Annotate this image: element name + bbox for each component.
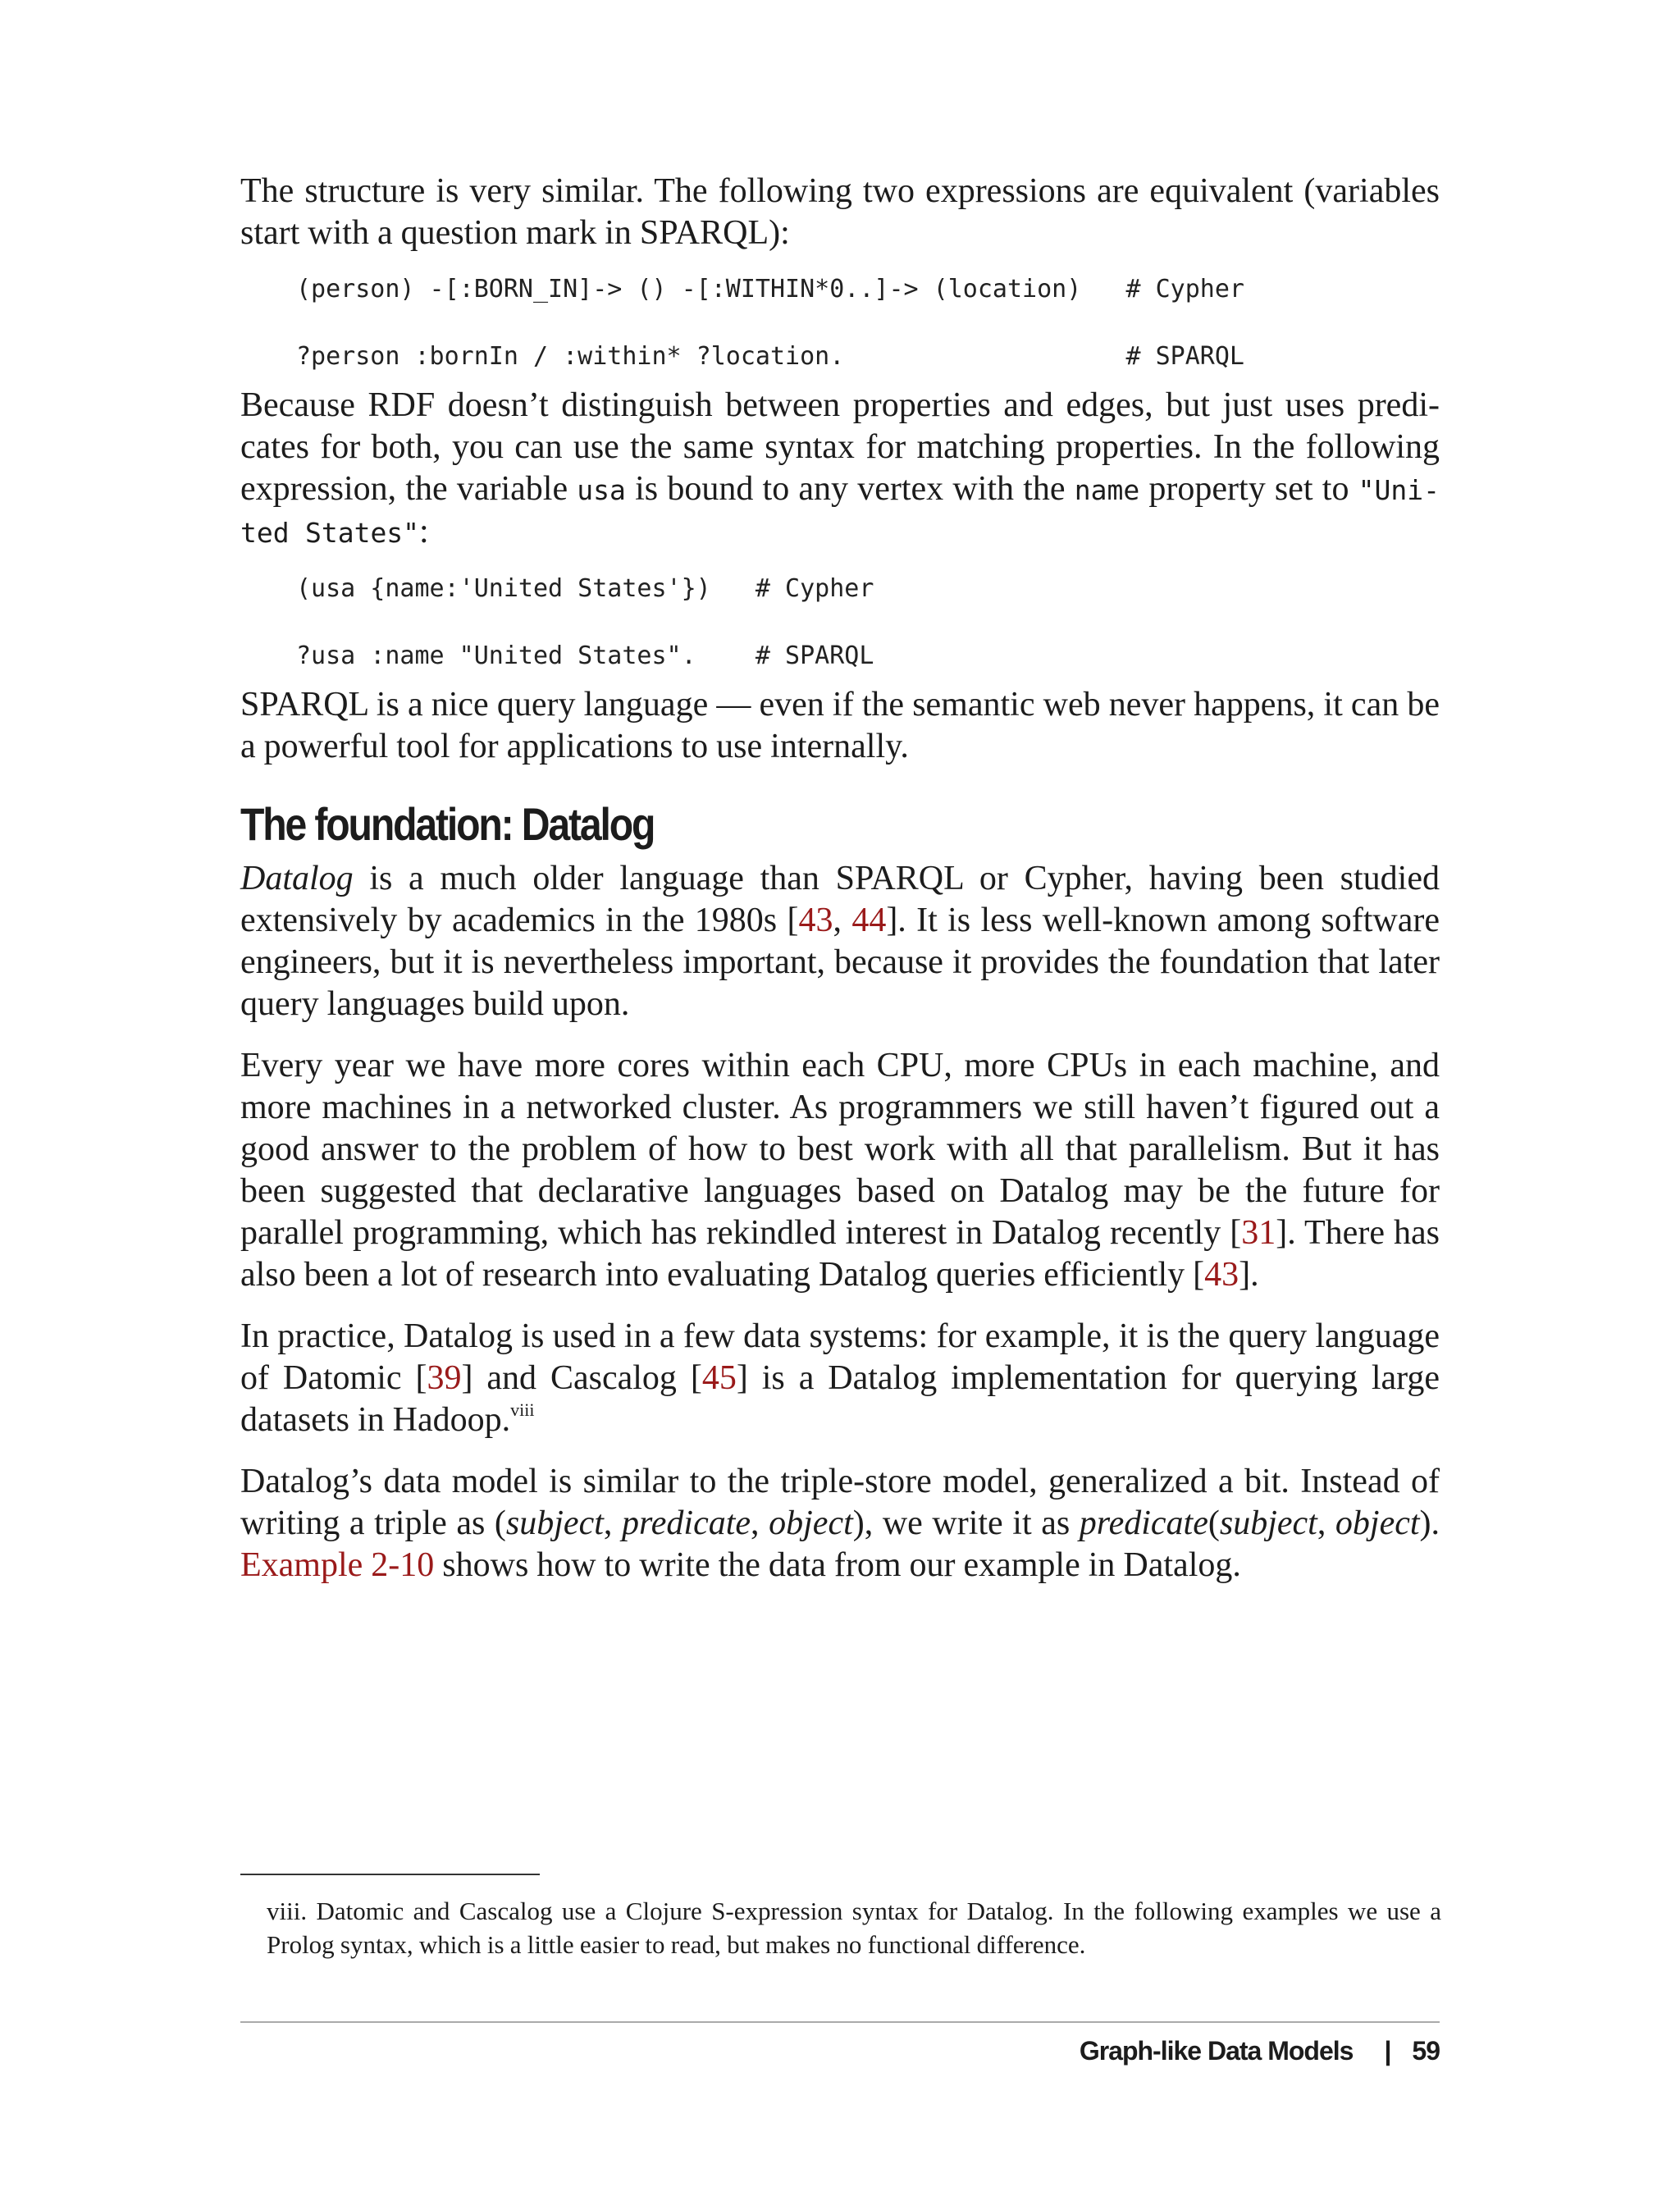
code-line-sparql-usa: ?usa :name "United States". # SPARQL (296, 641, 874, 670)
footer-separator: | (1384, 2036, 1391, 2066)
example-link[interactable]: Example 2-10 (240, 1546, 435, 1584)
paragraph-datalog-intro: Datalog is a much older language than SPARQL or Cypher, having been studied extensively by academics in the 1980s [43, 44]. It is less well-known among software engineers, but it is nevertheless important, because it provides the foundation that later query languages build upon. (240, 860, 1440, 1023)
code-line-cypher-path: (person) -[:BORN_IN]-> () -[:WITHIN*0..]-> (location) # Cypher (296, 275, 1244, 304)
footnote-marker[interactable]: viii (510, 1399, 535, 1420)
inline-code-name: name (1074, 474, 1140, 506)
page-number: 59 (1412, 2036, 1440, 2066)
footnote-text: viii. Datomic and Cascalog use a Clojure S-expression syntax for Datalog. In the following examples we use a Prolog syntax, which is a little easier to read, but makes no functional difference. (267, 1897, 1441, 1959)
code-line-cypher-usa: (usa {name:'United States'}) # Cypher (296, 574, 874, 603)
paragraph-parallelism: Every year we have more cores within each CPU, more CPUs in each machine, and more machines in a networked cluster. As programmers we still haven’t figured out a good answer to the problem of how to best work with all that parallelism. But it has been suggested that declarative languages based on Datalog may be the future for parallel programming, which has rekindled interest in Datalog recently [31]. There has also been a lot of research into evaluating Datalog queries efficiently [43]. (240, 1047, 1440, 1294)
paragraph-sparql-summary: SPARQL is a nice query language — even if the semantic web never happens, it can be a powerful tool for applications to use internally. (240, 686, 1440, 765)
paragraph-rdf-properties: Because RDF doesn’t distinguish between properties and edges, but just uses predicates for both, you can use the same syntax for matching properties. In the following expression, the variable usa is bound to any vertex with the name property set to "United States": (240, 386, 1440, 550)
inline-code-united-states: "United States" (240, 474, 1440, 549)
citation-link-45[interactable]: 45 (701, 1359, 737, 1397)
section-heading: The foundation: Datalog (240, 798, 655, 850)
footnote-divider (240, 1874, 540, 1875)
citation-link-31[interactable]: 31 (1241, 1214, 1276, 1252)
paragraph-intro: The structure is very similar. The following two expressions are equivalent (variables start with a question mark in SPARQL): (240, 172, 1440, 252)
footer-divider (240, 2021, 1440, 2023)
citation-link-39[interactable]: 39 (427, 1359, 462, 1397)
citation-link-43b[interactable]: 43 (1204, 1256, 1239, 1294)
citation-link-44[interactable]: 44 (851, 902, 887, 939)
footer-section-title: Graph-like Data Models (1079, 2036, 1354, 2066)
page-footer (1080, 2032, 1440, 2070)
paragraph-data-model: Datalog’s data model is similar to the triple-store model, generalized a bit. Instead of writing a triple as (subject, predicate, object), we write it as predicate(subject, object). Example 2-10 shows how to write the data from our example in Datalog. (240, 1463, 1440, 1584)
inline-code-usa: usa (577, 474, 626, 506)
citation-link-43[interactable]: 43 (798, 902, 833, 939)
code-line-sparql-path: ?person :bornIn / :within* ?location. # SPARQL (296, 342, 1244, 371)
paragraph-datalog-practice: In practice, Datalog is used in a few data systems: for example, it is the query language of Datomic [39] and Cascalog [45] is a Datalog implementation for querying large datasets in Hadoop.$^{viii}$ (240, 1317, 1440, 1439)
main-content (240, 171, 1440, 1586)
